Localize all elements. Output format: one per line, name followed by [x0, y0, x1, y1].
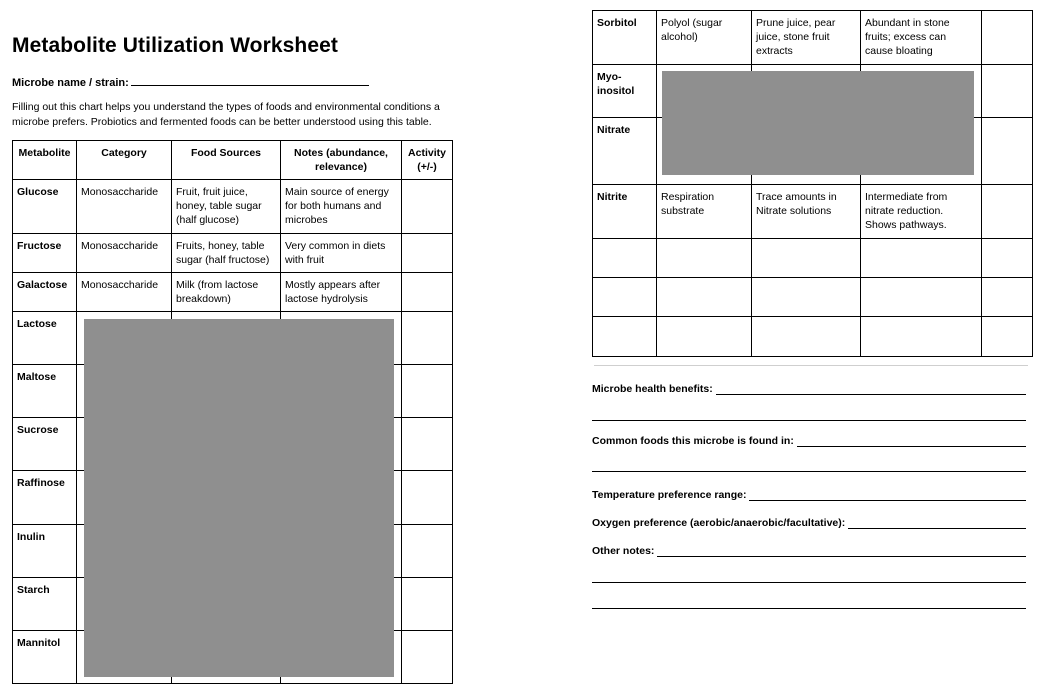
strain-field[interactable]	[12, 76, 369, 89]
common-foods-label: Common foods this microbe is found in:	[592, 435, 794, 447]
common-foods-line[interactable]	[797, 436, 1026, 447]
table-row	[593, 278, 1033, 317]
metabolite-cell: Fructose	[13, 234, 77, 273]
table-row	[593, 11, 1033, 65]
category-cell[interactable]: Respiration substrate	[657, 185, 752, 239]
metabolite-cell: Galactose	[13, 273, 77, 312]
temperature-field[interactable]	[592, 489, 1026, 501]
oxygen-label: Oxygen preference (aerobic/anaerobic/facultative):	[592, 517, 846, 529]
redaction-block	[662, 71, 974, 175]
sources-cell[interactable]: Prune juice, pear juice, stone fruit extracts	[752, 11, 861, 65]
header-category: Category	[77, 141, 172, 180]
other-notes-line[interactable]	[657, 546, 1026, 557]
metabolite-cell: Raffinose	[13, 471, 77, 525]
other-notes-field[interactable]	[592, 545, 1026, 557]
page-divider	[520, 0, 521, 692]
category-cell[interactable]	[657, 317, 752, 357]
sources-cell[interactable]	[752, 239, 861, 278]
oxygen-line[interactable]	[848, 518, 1026, 529]
metabolite-cell: Lactose	[13, 312, 77, 365]
other-notes-line-2[interactable]	[592, 582, 1026, 583]
table-row	[13, 180, 453, 234]
health-benefits-label: Microbe health benefits:	[592, 383, 713, 395]
metabolite-cell: Inulin	[13, 525, 77, 578]
metabolite-cell: Glucose	[13, 180, 77, 234]
activity-cell[interactable]	[402, 631, 453, 684]
common-foods-field[interactable]	[592, 435, 1026, 447]
metabolite-cell[interactable]	[593, 278, 657, 317]
oxygen-field[interactable]	[592, 517, 1026, 529]
activity-cell[interactable]	[982, 118, 1033, 185]
metabolite-table-right	[592, 10, 1033, 357]
header-metabolite: Metabolite	[13, 141, 77, 180]
other-notes-label: Other notes:	[592, 545, 655, 557]
table-row	[593, 185, 1033, 239]
activity-cell[interactable]	[982, 317, 1033, 357]
category-cell[interactable]	[657, 278, 752, 317]
table-row	[13, 234, 453, 273]
page-title: Metabolite Utilization Worksheet	[12, 34, 339, 57]
category-cell[interactable]: Polyol (sugar alcohol)	[657, 11, 752, 65]
metabolite-cell: Myo-inositol	[593, 65, 657, 118]
sources-cell[interactable]: Fruit, fruit juice, honey, table sugar (half glucose)	[172, 180, 281, 234]
metabolite-cell[interactable]	[593, 239, 657, 278]
metabolite-cell: Nitrite	[593, 185, 657, 239]
activity-cell[interactable]	[402, 525, 453, 578]
strain-label: Microbe name / strain:	[12, 77, 129, 89]
activity-cell[interactable]	[402, 418, 453, 471]
notes-cell[interactable]: Mostly appears after lactose hydrolysis	[281, 273, 402, 312]
notes-cell[interactable]	[861, 239, 982, 278]
table-row	[593, 317, 1033, 357]
activity-cell[interactable]	[402, 180, 453, 234]
common-foods-line-2[interactable]	[592, 471, 1026, 472]
strain-input-line[interactable]	[131, 76, 369, 86]
intro-paragraph: Filling out this chart helps you understand the types of foods and environmental conditions a microbe prefers. Probiotics and fermented foods can be better understood using this table.	[12, 101, 440, 128]
activity-cell[interactable]	[982, 65, 1033, 118]
metabolite-cell: Nitrate	[593, 118, 657, 185]
activity-cell[interactable]	[402, 365, 453, 418]
notes-cell[interactable]: Intermediate from nitrate reduction. Shows pathways.	[861, 185, 982, 239]
table-row	[13, 273, 453, 312]
sources-cell[interactable]	[752, 317, 861, 357]
activity-cell[interactable]	[982, 278, 1033, 317]
health-benefits-line-2[interactable]	[592, 420, 1026, 421]
activity-cell[interactable]	[982, 185, 1033, 239]
header-notes: Notes (abundance, relevance)	[281, 141, 402, 180]
metabolite-cell: Maltose	[13, 365, 77, 418]
activity-cell[interactable]	[402, 312, 453, 365]
header-activity: Activity (+/-)	[402, 141, 453, 180]
metabolite-cell: Sorbitol	[593, 11, 657, 65]
sources-cell[interactable]	[752, 278, 861, 317]
category-cell[interactable]: Monosaccharide	[77, 234, 172, 273]
table-row	[593, 239, 1033, 278]
activity-cell[interactable]	[402, 273, 453, 312]
category-cell[interactable]: Monosaccharide	[77, 273, 172, 312]
header-food-sources: Food Sources	[172, 141, 281, 180]
category-cell[interactable]: Monosaccharide	[77, 180, 172, 234]
activity-cell[interactable]	[982, 11, 1033, 65]
temperature-line[interactable]	[749, 490, 1026, 501]
section-divider	[594, 365, 1028, 366]
notes-cell[interactable]: Abundant in stone fruits; excess can cause bloating	[861, 11, 982, 65]
notes-cell[interactable]	[861, 278, 982, 317]
metabolite-cell: Sucrose	[13, 418, 77, 471]
activity-cell[interactable]	[402, 234, 453, 273]
activity-cell[interactable]	[982, 239, 1033, 278]
notes-cell[interactable]: Main source of energy for both humans and microbes	[281, 180, 402, 234]
metabolite-cell: Starch	[13, 578, 77, 631]
category-cell[interactable]	[657, 239, 752, 278]
sources-cell[interactable]: Trace amounts in Nitrate solutions	[752, 185, 861, 239]
activity-cell[interactable]	[402, 471, 453, 525]
redaction-block	[84, 319, 394, 677]
other-notes-line-3[interactable]	[592, 608, 1026, 609]
metabolite-cell: Mannitol	[13, 631, 77, 684]
activity-cell[interactable]	[402, 578, 453, 631]
sources-cell[interactable]: Milk (from lactose breakdown)	[172, 273, 281, 312]
health-benefits-line[interactable]	[716, 384, 1026, 395]
temperature-label: Temperature preference range:	[592, 489, 747, 501]
health-benefits-field[interactable]	[592, 383, 1026, 395]
notes-cell[interactable]: Very common in diets with fruit	[281, 234, 402, 273]
sources-cell[interactable]: Fruits, honey, table sugar (half fructose)	[172, 234, 281, 273]
metabolite-cell[interactable]	[593, 317, 657, 357]
notes-cell[interactable]	[861, 317, 982, 357]
table-header-row	[13, 141, 453, 180]
